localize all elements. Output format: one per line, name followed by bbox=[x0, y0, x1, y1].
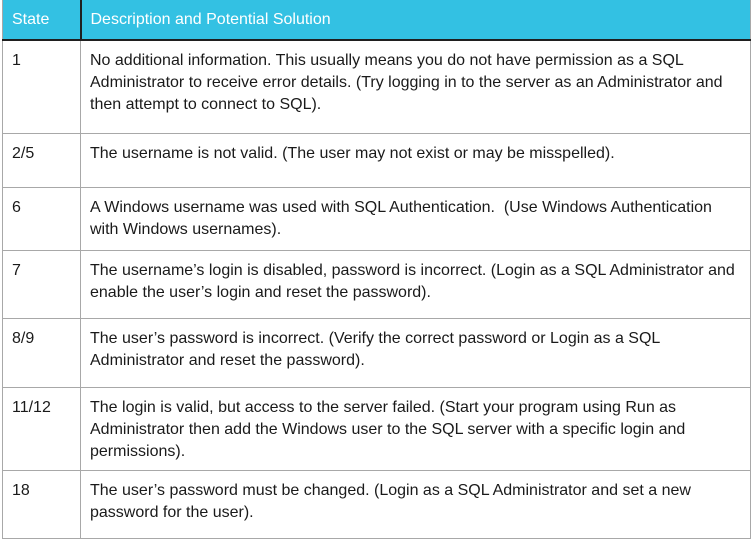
state-cell: 2/5 bbox=[3, 133, 81, 187]
header-row bbox=[3, 0, 751, 40]
state-cell: 8/9 bbox=[3, 318, 81, 387]
header-description: Description and Potential Solution bbox=[81, 0, 751, 40]
state-cell: 7 bbox=[3, 250, 81, 318]
header-state: State bbox=[3, 0, 81, 40]
description-cell: The username’s login is disabled, password is incorrect. (Login as a SQL Administrator and enable the user’s login and reset the password). bbox=[81, 250, 751, 318]
description-cell: The login is valid, but access to the server failed. (Start your program using Run as Administrator then add the Windows user to the SQL server with a specific login and permissions). bbox=[81, 387, 751, 470]
state-cell: 11/12 bbox=[3, 387, 81, 470]
table-row bbox=[3, 470, 751, 538]
table-row bbox=[3, 187, 751, 250]
state-table bbox=[2, 0, 751, 539]
description-cell: A Windows username was used with SQL Authentication. (Use Windows Authentication with Windows usernames). bbox=[81, 187, 751, 250]
description-cell: The username is not valid. (The user may not exist or may be misspelled). bbox=[81, 133, 751, 187]
table-row bbox=[3, 250, 751, 318]
description-cell: No additional information. This usually means you do not have permission as a SQL Administrator to receive error details. (Try logging in to the server as an Administrator and then attempt to connect to SQL). bbox=[81, 40, 751, 133]
table-row bbox=[3, 40, 751, 133]
state-cell: 6 bbox=[3, 187, 81, 250]
table-row bbox=[3, 318, 751, 387]
table-body bbox=[3, 40, 751, 538]
table-row bbox=[3, 133, 751, 187]
state-cell: 18 bbox=[3, 470, 81, 538]
table-row bbox=[3, 387, 751, 470]
description-cell: The user’s password must be changed. (Login as a SQL Administrator and set a new password for the user). bbox=[81, 470, 751, 538]
table-header bbox=[3, 0, 751, 40]
description-cell: The user’s password is incorrect. (Verify the correct password or Login as a SQL Administrator and reset the password). bbox=[81, 318, 751, 387]
state-cell: 1 bbox=[3, 40, 81, 133]
